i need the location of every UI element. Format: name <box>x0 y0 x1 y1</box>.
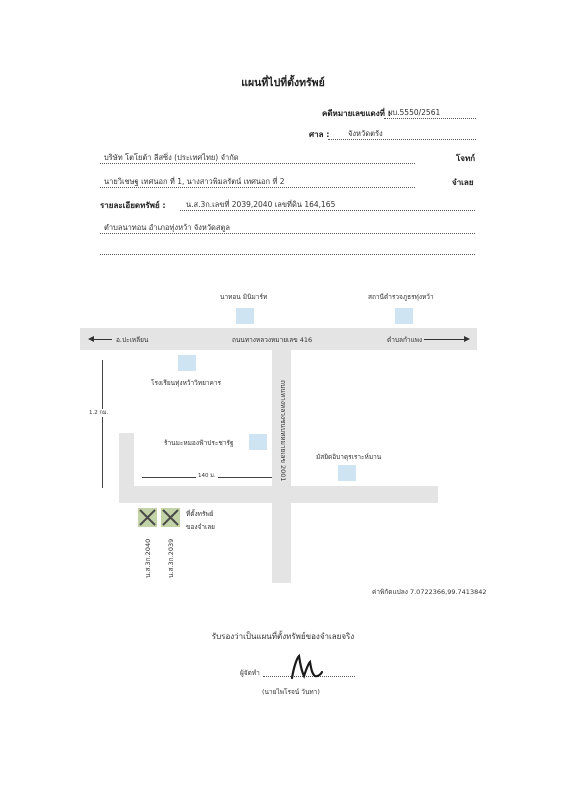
court-value: จังหวัดตรัง <box>348 129 383 138</box>
plot-2040-marker-icon <box>138 508 157 527</box>
plaintiff-line <box>100 163 415 164</box>
case-number-label: คดีหมายเลขแดงที่ : <box>322 109 391 118</box>
property-value: น.ส.3ก.เลขที่ 2039,2040 เลขที่ดิน 164,165 <box>186 200 336 209</box>
school-label: โรงเรียนทุ่งหว้าวิทยาคาร <box>151 379 222 387</box>
right-arrow-head-icon <box>464 336 470 342</box>
plot-2039-marker-icon <box>161 508 180 527</box>
document-title: แผนที่ไปที่ตั้งทรัพย์ <box>241 77 325 89</box>
signer-name: (นายไพโรจน์ วันทา) <box>262 688 320 696</box>
shop-building <box>249 434 267 450</box>
right-arrow-line <box>424 339 464 340</box>
defendant-line <box>100 187 415 188</box>
school-building <box>178 355 196 371</box>
certification-text: รับรองว่าเป็นแผนที่ตั้งทรัพย์ของจำเลยจริง <box>211 632 355 641</box>
location-value: ตำบลนาทอน อำเภอทุ่งหว้า จังหวัดสตูล <box>104 223 230 232</box>
property-site-label: ที่ตั้งทรัพย์ <box>186 510 214 518</box>
vertical-road-label: ถนนทางหลวงชนบทหมายเลข 2001 <box>279 380 287 482</box>
case-number-value: ผบ.5550/2561 <box>388 108 441 117</box>
signer-label: ผู้จัดทำ <box>240 669 260 677</box>
coordinates-label: ค่าพิกัดแปลง 7.0722366,99.7413842 <box>372 588 487 596</box>
distance-horizontal-label: 140 ม. <box>198 473 216 479</box>
shop-label: ร้านมะหมองฟ้าประชารัฐ <box>164 439 234 447</box>
police-station-label: สถานีตำรวจภูธรทุ่งหว้า <box>368 293 434 301</box>
distance-vertical-line <box>102 360 103 488</box>
court-label: ศาล : <box>309 130 330 139</box>
plot-2039-label: น.ส.3ก.2039 <box>167 538 175 578</box>
minimart-building <box>236 308 254 324</box>
location-line <box>100 233 475 234</box>
cross-road <box>119 486 438 503</box>
defendant-value: นายวิเชษฐ เทศนอก ที่ 1, นางสาวพิมลรัตน์ เทศนอก ที่ 2 <box>104 177 285 186</box>
side-road <box>119 433 134 486</box>
left-arrow-line <box>94 339 112 340</box>
case-number-line <box>384 118 476 119</box>
minimart-label: นาทอน มินิมาร์ท <box>220 293 268 301</box>
plaintiff-value: บริษัท โตโยต้า ลีสซิ่ง (ประเทศไทย) จำกัด <box>104 153 239 162</box>
defendant-label: จำเลย <box>452 178 474 187</box>
property-owner-label: ของจำเลย <box>186 523 215 531</box>
court-line <box>328 139 476 140</box>
distance-vertical-label: 1.2 กม. <box>89 410 109 416</box>
plaintiff-label: โจทก์ <box>456 154 476 163</box>
left-arrow-head-icon <box>88 336 94 342</box>
mosque-building <box>338 465 356 481</box>
signature-icon <box>288 652 324 686</box>
property-line <box>180 210 475 211</box>
main-road-label: ถนนทางหลวงหมายเลข 416 <box>232 336 313 344</box>
police-station-building <box>395 308 413 324</box>
blank-line <box>100 254 475 255</box>
mosque-label: มัสยิดอิบาดุรเราะห์มาน <box>316 453 382 461</box>
plot-2040-label: น.ส.3ก.2040 <box>144 538 152 578</box>
left-destination: อ.ปะเหลียน <box>116 336 149 344</box>
property-label: รายละเอียดทรัพย์ : <box>100 201 166 210</box>
right-destination: ตำบลกำแพง <box>387 336 423 344</box>
